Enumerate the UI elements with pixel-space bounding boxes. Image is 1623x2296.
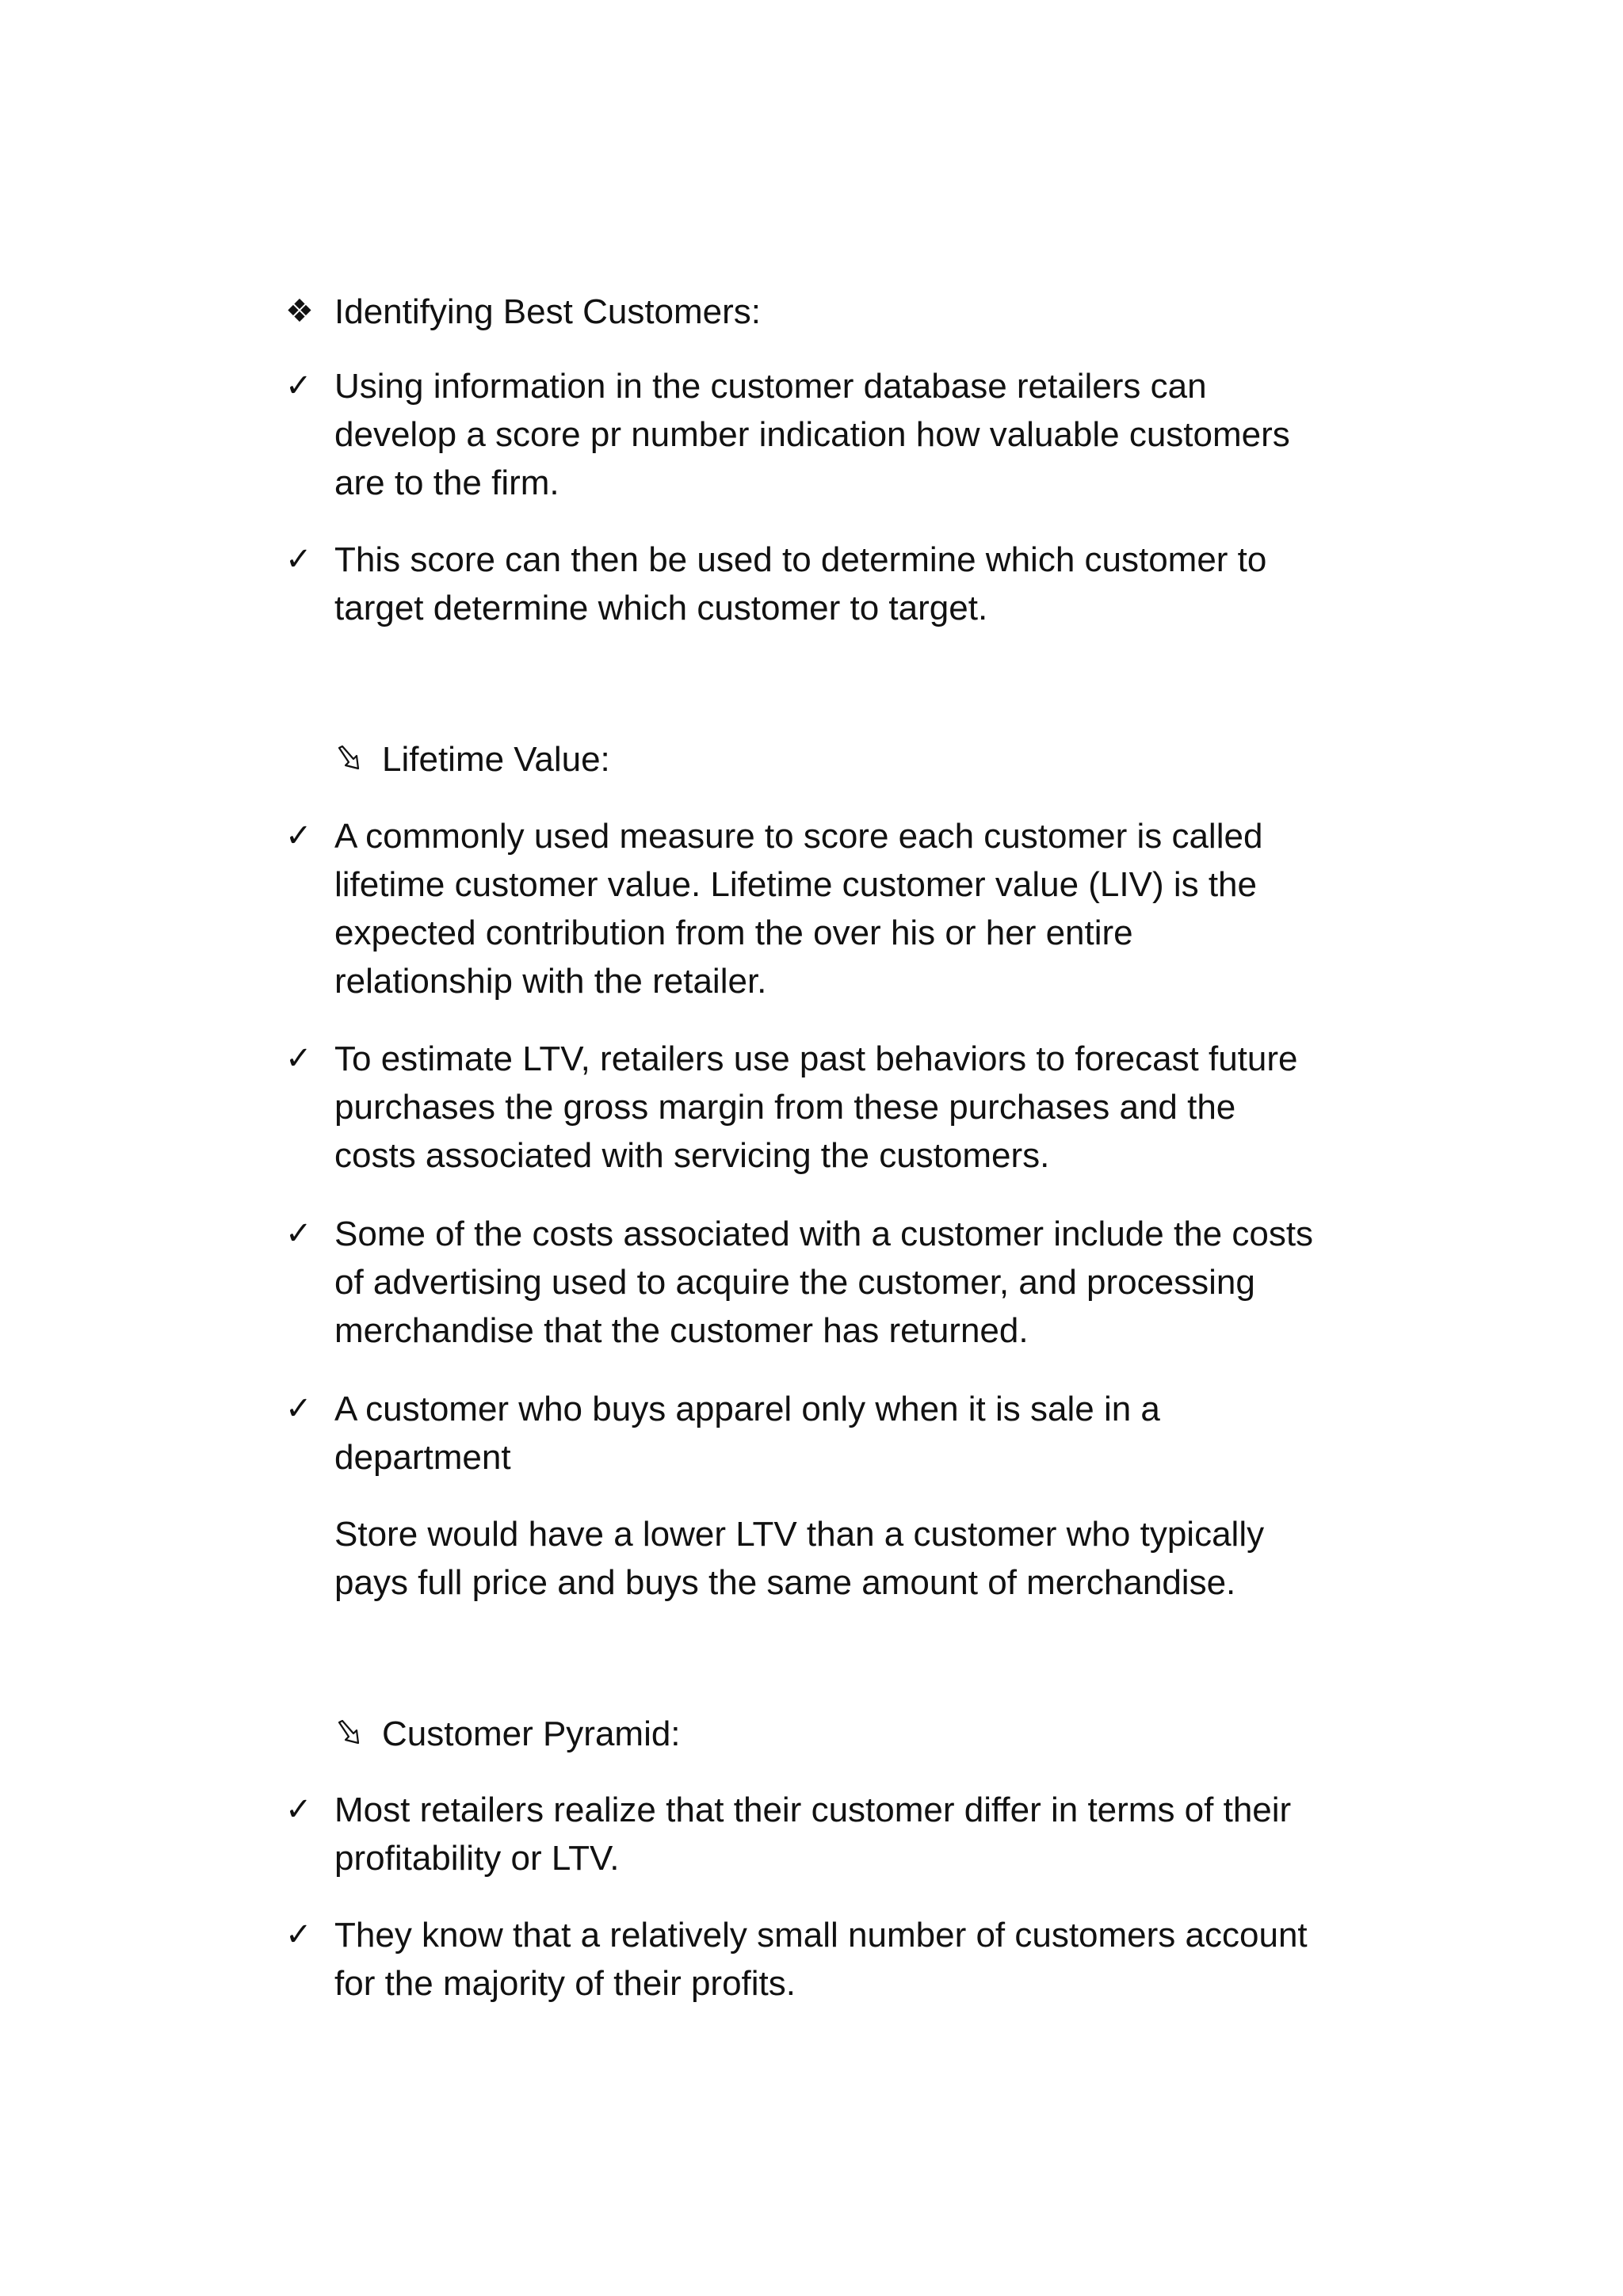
checkmark-icon: ✓ (285, 542, 312, 577)
list-item-line: Some of the costs associated with a customer include the costs (334, 1215, 1314, 1253)
list-item-line: target determine which customer to target. (334, 589, 988, 627)
hooked-arrow-icon (334, 735, 374, 784)
list-item-line: A customer who buys apparel only when it is sale in a (334, 1390, 1160, 1428)
checkmark-icon: ✓ (285, 1917, 312, 1952)
checkmark-icon: ✓ (285, 1216, 312, 1251)
list-item-line: of advertising used to acquire the customer, and processing (334, 1263, 1255, 1302)
diamond-bullet-icon: ❖ (285, 294, 314, 329)
list-item-line: develop a score pr number indication how valuable customers (334, 415, 1290, 454)
document-page: ❖ Identifying Best Customers: ✓ Using information in the customer database retailers can develop a score pr number indication how valuable customers are to the firm. ✓ This score can then be used to determine which customer to target determine which customer to target. Lifetime Value: ✓ A commonly used measure to score each customer is called lifetime customer value. Lifetime customer value (LIV) is the expected contribution from the over his or her entire relationship with the retailer. ✓ To estimate LTV, retailers use past behaviors to forecast future purchases the gross margin from these purchases and the costs associated with servicing the customers. ✓ Some of the costs associated with a customer include the costs of advertising used to acquire the customer, and processing merchandise that the customer has returned. ✓ A customer who buys apparel only when it is sale in a department Store would have a lower LTV than a customer who typically pays full price and buys the same amount of merchandise. Customer Pyramid: ✓ Most retailers realize that their customer differ in terms of their profitability or LTV. ✓ They know that a relatively small number of customers account for the majority of their profits. (0, 0, 1623, 2296)
list-item-line: are to the firm. (334, 463, 559, 502)
checkmark-icon: ✓ (285, 1391, 312, 1426)
list-item-line: merchandise that the customer has returned. (334, 1311, 1029, 1350)
checkmark-icon: ✓ (285, 818, 312, 853)
list-item-line: Most retailers realize that their customer differ in terms of their (334, 1791, 1292, 1829)
checkmark-icon: ✓ (285, 1041, 312, 1076)
list-item-line: department (334, 1438, 511, 1477)
list-item-line: They know that a relatively small number of customers account (334, 1916, 1308, 1955)
list-item-line: A commonly used measure to score each customer is called (334, 817, 1263, 856)
list-item-line: This score can then be used to determine which customer to (334, 540, 1267, 579)
checkmark-icon: ✓ (285, 368, 312, 403)
checkmark-icon: ✓ (285, 1792, 312, 1827)
hooked-arrow-icon (334, 1710, 374, 1758)
paragraph-line: pays full price and buys the same amount of merchandise. (334, 1563, 1236, 1602)
paragraph-line: Store would have a lower LTV than a customer who typically (334, 1515, 1265, 1554)
list-item-line: To estimate LTV, retailers use past behaviors to forecast future (334, 1039, 1298, 1078)
list-item-line: lifetime customer value. Lifetime customer value (LIV) is the (334, 865, 1258, 904)
list-item-line: expected contribution from the over his or her entire (334, 913, 1133, 952)
list-item-line: Using information in the customer database retailers can (334, 367, 1207, 406)
list-item-line: profitability or LTV. (334, 1839, 620, 1878)
list-item-line: purchases the gross margin from these purchases and the (334, 1088, 1236, 1127)
list-item-line: costs associated with servicing the customers. (334, 1136, 1050, 1175)
list-item-line: for the majority of their profits. (334, 1964, 796, 2003)
list-item-line: relationship with the retailer. (334, 962, 767, 1001)
